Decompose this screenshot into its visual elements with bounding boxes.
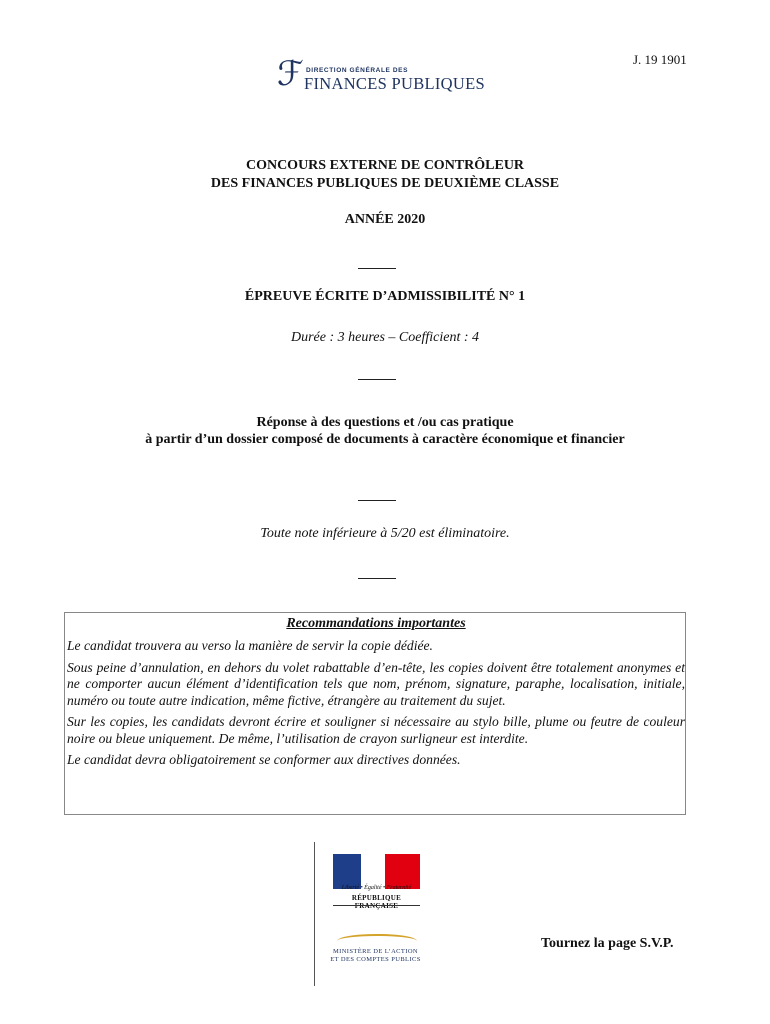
exam-description: [0, 414, 770, 448]
dgfip-mark-icon: ℱ: [277, 54, 304, 94]
exam-title: [0, 157, 770, 193]
exam-year: ANNÉE 2020: [344, 212, 426, 227]
title-line-2: DES FINANCES PUBLIQUES DE DEUXIÈME CLASSE: [210, 176, 560, 191]
ministry-line-2: ET DES COMPTES PUBLICS: [330, 956, 421, 963]
rf-motto: Liberté • Égalité • Fraternité: [341, 885, 412, 891]
ministry-line-1: MINISTÈRE DE L’ACTION: [332, 948, 419, 955]
recommendation-paragraph: Le candidat devra obligatoirement se conformer aux directives données.: [67, 752, 461, 767]
ministry-name: [323, 948, 428, 964]
description-line-2: à partir d’un dossier composé de documents à caractère économique et financier: [145, 432, 625, 447]
separator-rule: [358, 500, 396, 501]
marianne-flag-icon: [333, 854, 420, 889]
duration-coefficient: Durée : 3 heures – Coefficient : 4: [290, 330, 480, 345]
rf-divider: [333, 905, 420, 906]
epreuve-title: ÉPREUVE ÉCRITE D’ADMISSIBILITÉ N° 1: [244, 289, 526, 304]
recommendation-paragraph: Le candidat trouvera au verso la manière de servir la copie dédiée.: [67, 638, 433, 653]
title-line-1: CONCOURS EXTERNE DE CONTRÔLEUR: [245, 158, 525, 173]
recommendations-title: Recommandations importantes: [286, 616, 466, 631]
document-reference: J. 19 1901: [633, 52, 687, 67]
separator-rule: [358, 379, 396, 380]
dgfip-logo: [275, 54, 485, 96]
ministry-arc-icon: [337, 934, 417, 948]
recommendation-paragraph: Sous peine d’annulation, en dehors du volet rabattable d’en-tête, les copies doivent être totalement anonymes et ne comporter aucun élément d’identification tels que nom, prénom, signature, paraphe, localisation, initiale, numéro ou toute autre indication, même fictive, étrangère au traitement du sujet.: [67, 659, 685, 708]
turn-page-note: Tournez la page S.V.P.: [541, 936, 674, 951]
recommendations-box: [64, 612, 686, 815]
description-line-1: Réponse à des questions et /ou cas pratique: [256, 415, 514, 430]
separator-rule: [358, 268, 396, 269]
rf-name: RÉPUBLIQUE FRANÇAISE: [351, 894, 402, 910]
separator-rule: [358, 578, 396, 579]
elimination-note: Toute note inférieure à 5/20 est éliminatoire.: [260, 526, 510, 541]
logo-main-text: FINANCES PUBLIQUES: [304, 74, 485, 93]
recommendation-paragraph: Sur les copies, les candidats devront écrire et souligner si nécessaire au stylo bille, plume ou feutre de couleur noire ou bleue uniquement. De même, l’utilisation de crayon surligneur est interdite.: [67, 714, 685, 746]
republique-francaise-block: [314, 842, 437, 986]
logo-small-text: DIRECTION GÉNÉRALE DES: [306, 67, 409, 74]
